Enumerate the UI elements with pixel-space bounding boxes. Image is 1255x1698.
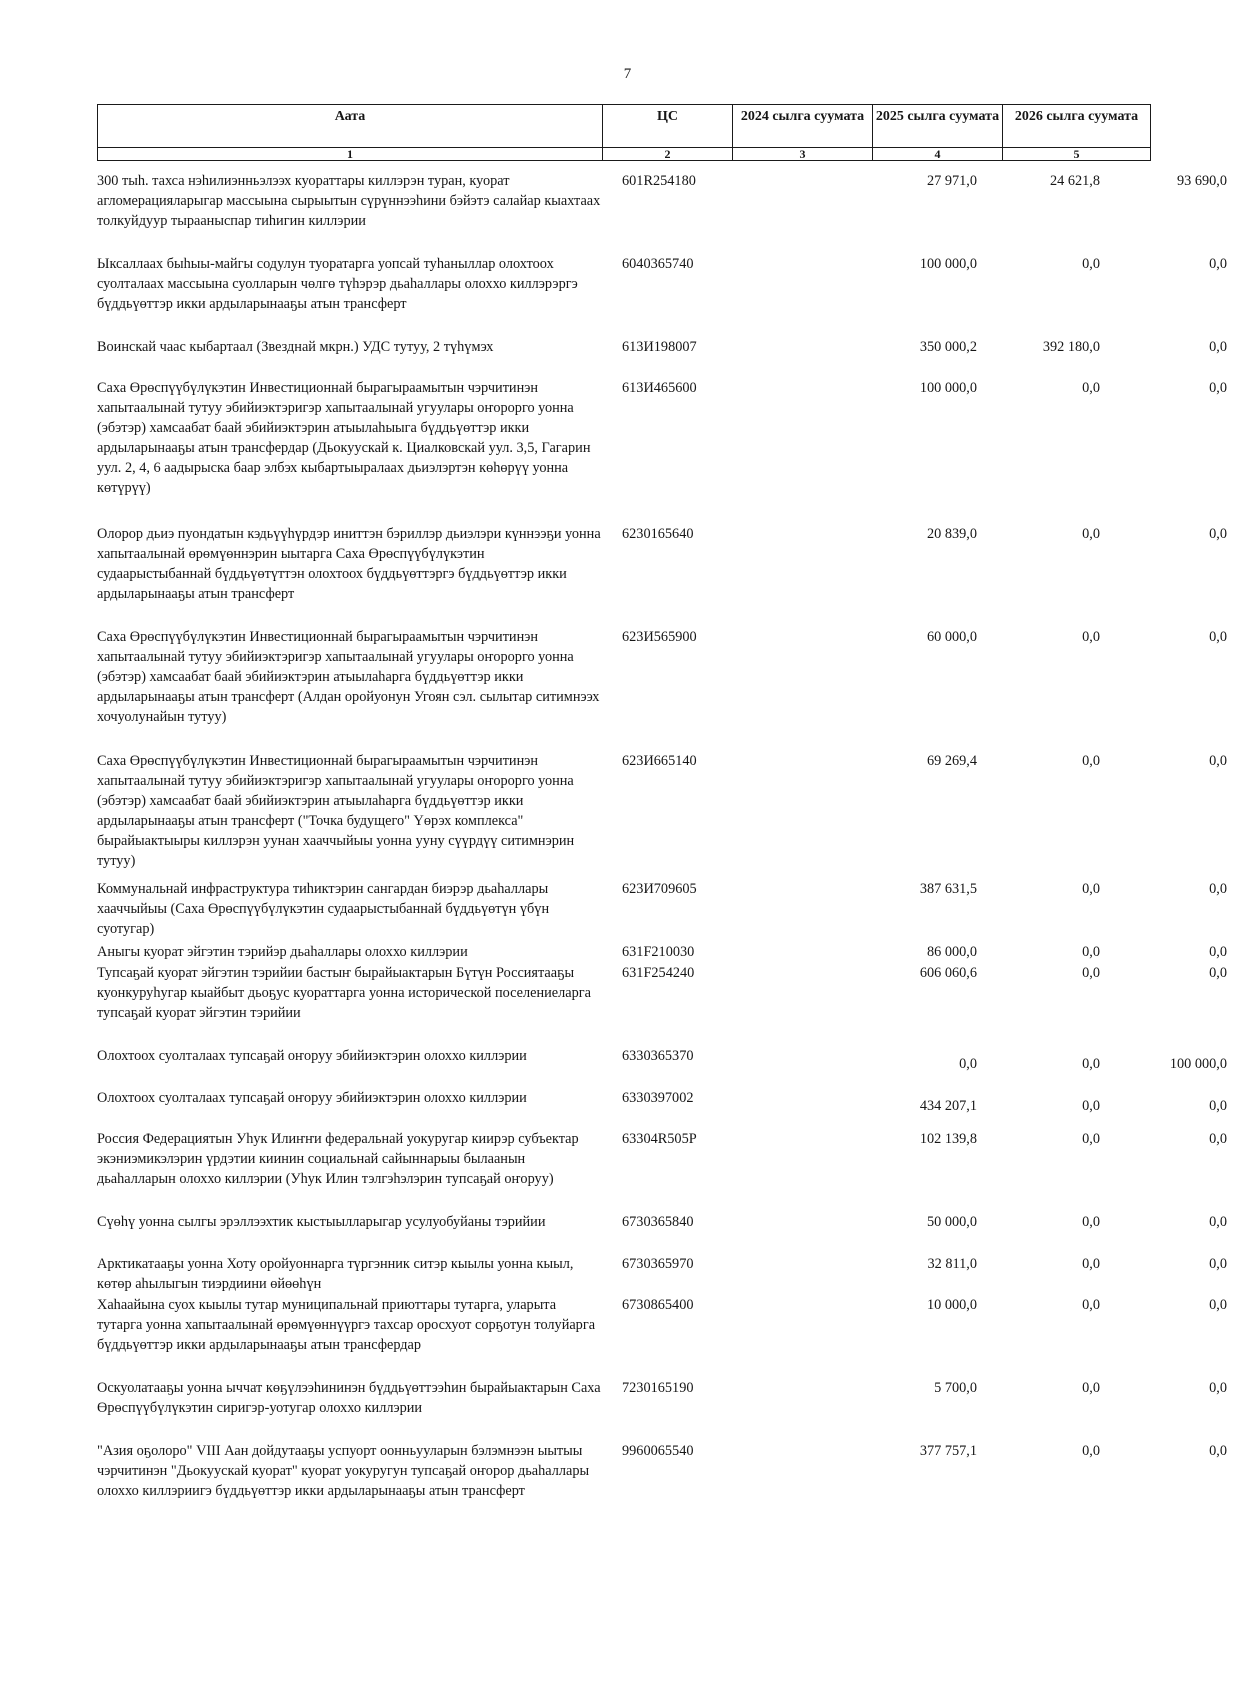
row-name: Тупсаҕай куорат эйгэтин тэрийии бастыҥ бырайыактарын Бүтүн Россиятааҕы куонкуруһугар кыайбыт дьоҕус куораттарга уонна исторической поселениеларга тупсаҕай куорат эйгэтин тэрийии bbox=[97, 965, 591, 1021]
row-2025: 0,0 bbox=[1082, 256, 1100, 272]
row-name: Коммунальнай инфраструктура тиһиктэрин сангардан биэрэр дьаһаллары хааччыйыы (Саха Өрөспүүбүлүкэтин судаарыстыбаннай бүддьүөтүн үбүн суотугар) bbox=[97, 881, 550, 937]
row-code: 631F254240 bbox=[622, 965, 695, 981]
row-code: 63304R505P bbox=[622, 1131, 697, 1147]
row-2026: 0,0 bbox=[1209, 1256, 1227, 1272]
row-2025: 0,0 bbox=[1082, 1056, 1100, 1072]
row-2024: 20 839,0 bbox=[926, 526, 977, 542]
row-name: Оскуолатааҕы уонна ыччат көҕүлээһининэн бүддьүөттээһин бырайыактарын Саха Өрөспүүбүлүкэтин сиригэр-уотугар олоххо киллэрии bbox=[97, 1380, 601, 1416]
row-2024: 10 000,0 bbox=[926, 1297, 977, 1313]
row-2025: 0,0 bbox=[1082, 965, 1100, 981]
row-2026: 0,0 bbox=[1209, 1098, 1227, 1114]
row-name: Олохтоох суолталаах тупсаҕай оҥоруу эбийиэктэрин олоххо киллэрии bbox=[97, 1048, 527, 1064]
row-2026: 0,0 bbox=[1209, 339, 1227, 355]
header-num-5: 5 bbox=[1003, 148, 1151, 161]
row-2024: 69 269,4 bbox=[926, 753, 977, 769]
row-2025: 0,0 bbox=[1082, 1380, 1100, 1396]
row-code: 623И709605 bbox=[622, 881, 697, 897]
row-2025: 0,0 bbox=[1082, 944, 1100, 960]
row-2026: 0,0 bbox=[1209, 753, 1227, 769]
row-2024: 387 631,5 bbox=[919, 881, 977, 897]
row-2024: 0,0 bbox=[959, 1056, 977, 1072]
header-2026: 2026 сылга суумата bbox=[1003, 105, 1151, 148]
row-code: 613И198007 bbox=[622, 339, 697, 355]
row-code: 7230165190 bbox=[622, 1380, 694, 1396]
row-2026: 100 000,0 bbox=[1169, 1056, 1227, 1072]
row-2026: 0,0 bbox=[1209, 1297, 1227, 1313]
row-code: 6330397002 bbox=[622, 1090, 694, 1106]
row-2025: 24 621,8 bbox=[1049, 173, 1100, 189]
row-2025: 0,0 bbox=[1082, 1214, 1100, 1230]
row-name: Арктикатааҕы уонна Хоту оройуоннарга түргэнник ситэр кыылы уонна кыыл, көтөр аһылыгын тиэрдиини өйөөһүн bbox=[97, 1256, 574, 1292]
row-name: Воинскай чаас кыбартаал (Звезднай мкрн.) УДС тутуу, 2 түһүмэх bbox=[97, 339, 494, 355]
row-name: 300 тыһ. тахса нэһилиэнньэлээх куораттары киллэрэн туран, куорат агломерацияларыгар массыына сырыытын сүрүннээһини бэйэтэ салайар кыахтаах толкуйдуур тырааныспар тиһигин киллэрии bbox=[97, 173, 601, 229]
header-code: ЦС bbox=[603, 105, 733, 148]
row-name: Россия Федерациятын Уһук Илиҥҥи федеральнай уокуругар киирэр субъектар экэниэмикэлэрин үрдэтии киинин социальнай сайыннарыы былаанын дьаһалларын олоххо киллэрии (Уһук Илин тэлгэһэлэрин тупсаҕай оҥоруу) bbox=[97, 1131, 579, 1187]
header-2024: 2024 сылга суумата bbox=[733, 105, 873, 148]
header-num-3: 3 bbox=[733, 148, 873, 161]
row-code: 613И465600 bbox=[622, 380, 697, 396]
row-2024: 102 139,8 bbox=[919, 1131, 977, 1147]
row-2025: 0,0 bbox=[1082, 1443, 1100, 1459]
row-2026: 0,0 bbox=[1209, 629, 1227, 645]
row-name: Олорор дьиэ пуондатын кэдьүүһүрдэр иниттэн бэриллэр дьиэлэри күннээҕи уонна хапытаалынай өрөмүөннэрин ыытарга Саха Өрөспүүбүлүкэтин судаарыстыбаннай бүддьүөтүттэн олохтоох бүддьүөттэргэ бүддьүөттэр икки ардыларынааҕы атын трансферт bbox=[97, 526, 601, 602]
row-2024: 27 971,0 bbox=[926, 173, 977, 189]
row-2026: 0,0 bbox=[1209, 944, 1227, 960]
row-code: 6730365970 bbox=[622, 1256, 694, 1272]
row-2024: 350 000,2 bbox=[919, 339, 977, 355]
row-code: 623И565900 bbox=[622, 629, 697, 645]
header-num-4: 4 bbox=[873, 148, 1003, 161]
row-code: 6730365840 bbox=[622, 1214, 694, 1230]
row-2025: 0,0 bbox=[1082, 1098, 1100, 1114]
row-2025: 0,0 bbox=[1082, 380, 1100, 396]
row-name: Саха Өрөспүүбүлүкэтин Инвестиционнай бырагыраамытын чэрчитинэн хапытаалынай тутуу эбийиэктэригэр хапытаалынай угуулары оҥорорго уонна (эбэтэр) хамсаабат баай эбийиэктэрин атыылаһыыга бүддьүөттэр икки ардыларынааҕы атын трансфердар (Дьокуускай к. Циалковскай уул. 3,5, Гагарин уул. 2, 4, 6 аадырыска баар элбэх кыбартыыралаах дьиэлэртэн көһөрүү уонна көтүрүү) bbox=[97, 380, 591, 496]
row-code: 9960065540 bbox=[622, 1443, 694, 1459]
row-2024: 606 060,6 bbox=[919, 965, 977, 981]
table-header bbox=[97, 104, 1151, 161]
row-code: 623И665140 bbox=[622, 753, 697, 769]
row-code: 6040365740 bbox=[622, 256, 694, 272]
row-2026: 0,0 bbox=[1209, 1380, 1227, 1396]
row-2024: 50 000,0 bbox=[926, 1214, 977, 1230]
row-name: "Азия оҕолоро" VIII Аан дойдутааҕы успуорт оонньууларын бэлэмнээн ыытыы чэрчитинэн "Дьокуускай куорат" куорат уокуругун тупсаҕай оҥорор дьаһаллары олоххо киллэриигэ бүддьүөттэр икки ардыларынааҕы атын трансферт bbox=[97, 1443, 590, 1499]
row-2026: 0,0 bbox=[1209, 256, 1227, 272]
row-code: 6330365370 bbox=[622, 1048, 694, 1064]
row-name: Олохтоох суолталаах тупсаҕай оҥоруу эбийиэктэрин олоххо киллэрии bbox=[97, 1090, 527, 1106]
row-code: 631F210030 bbox=[622, 944, 695, 960]
header-num-2: 2 bbox=[603, 148, 733, 161]
row-name: Саха Өрөспүүбүлүкэтин Инвестиционнай бырагыраамытын чэрчитинэн хапытаалынай тутуу эбийиэктэригэр хапытаалынай угуулары оҥорорго уонна (эбэтэр) хамсаабат баай эбийиэктэрин атыылаһарга бүддьүөттэр икки ардыларынааҕы атын трансферт (Алдан оройуонун Угоян сэл. сылытар ситимнээх хочуолунайын тутуу) bbox=[97, 629, 600, 725]
row-2024: 100 000,0 bbox=[919, 256, 977, 272]
row-name: Ыксаллаах быһыы-майгы содулун туоратарга уопсай туһаныллар олохтоох суолталаах массыына суолларын чөлгө түһэрэр дьаһаллары олоххо киллэрэргэ бүддьүөттэр икки ардыларынааҕы атын трансферт bbox=[97, 256, 578, 312]
row-name: Саха Өрөспүүбүлүкэтин Инвестиционнай бырагыраамытын чэрчитинэн хапытаалынай тутуу эбийиэктэригэр хапытаалынай угуулары оҥорорго уонна (эбэтэр) хамсаабат баай эбийиэктэрин атыылаһарга бүддьүөттэр икки ардыларынааҕы атын трансферт ("Точка будущего" Үөрэх комплекса" бырайыактыыры киллэрэн уунан хааччыйыы уонна ууну сүүрдүү ситимнэрин тутуу) bbox=[97, 753, 575, 869]
row-2025: 0,0 bbox=[1082, 629, 1100, 645]
header-num-1: 1 bbox=[98, 148, 603, 161]
row-2025: 0,0 bbox=[1082, 526, 1100, 542]
row-name: Аныгы куорат эйгэтин тэрийэр дьаһаллары олоххо киллэрии bbox=[97, 944, 468, 960]
row-2024: 434 207,1 bbox=[919, 1098, 977, 1114]
row-2024: 86 000,0 bbox=[926, 944, 977, 960]
row-2025: 0,0 bbox=[1082, 1297, 1100, 1313]
row-2024: 377 757,1 bbox=[919, 1443, 977, 1459]
row-2025: 0,0 bbox=[1082, 1131, 1100, 1147]
row-name: Сүөһү уонна сылгы эрэллээхтик кыстыылларыгар усулуобуйаны тэрийии bbox=[97, 1214, 546, 1230]
row-2026: 0,0 bbox=[1209, 965, 1227, 981]
row-2026: 0,0 bbox=[1209, 1443, 1227, 1459]
row-2024: 100 000,0 bbox=[919, 380, 977, 396]
page-number: 7 bbox=[623, 66, 632, 82]
header-name: Аата bbox=[98, 105, 603, 148]
row-2025: 392 180,0 bbox=[1042, 339, 1100, 355]
row-2024: 5 700,0 bbox=[934, 1380, 977, 1396]
row-2026: 0,0 bbox=[1209, 526, 1227, 542]
row-name: Хаһаайына суох кыылы тутар муниципальнай приюттары тутарга, уларыта тутарга уонна хапытаалынай өрөмүөннүүргэ тахсар оросхуот сорҕотун толуйарга бүддьүөттэр икки ардыларынааҕы атын трансфердар bbox=[97, 1297, 596, 1353]
row-2025: 0,0 bbox=[1082, 881, 1100, 897]
row-2024: 32 811,0 bbox=[927, 1256, 977, 1272]
header-2025: 2025 сылга суумата bbox=[873, 105, 1003, 148]
row-code: 601R254180 bbox=[622, 173, 696, 189]
row-2026: 0,0 bbox=[1209, 1131, 1227, 1147]
row-code: 6730865400 bbox=[622, 1297, 694, 1313]
row-code: 6230165640 bbox=[622, 526, 694, 542]
row-2026: 93 690,0 bbox=[1176, 173, 1227, 189]
row-2026: 0,0 bbox=[1209, 881, 1227, 897]
row-2026: 0,0 bbox=[1209, 380, 1227, 396]
row-2025: 0,0 bbox=[1082, 1256, 1100, 1272]
row-2026: 0,0 bbox=[1209, 1214, 1227, 1230]
row-2025: 0,0 bbox=[1082, 753, 1100, 769]
row-2024: 60 000,0 bbox=[926, 629, 977, 645]
